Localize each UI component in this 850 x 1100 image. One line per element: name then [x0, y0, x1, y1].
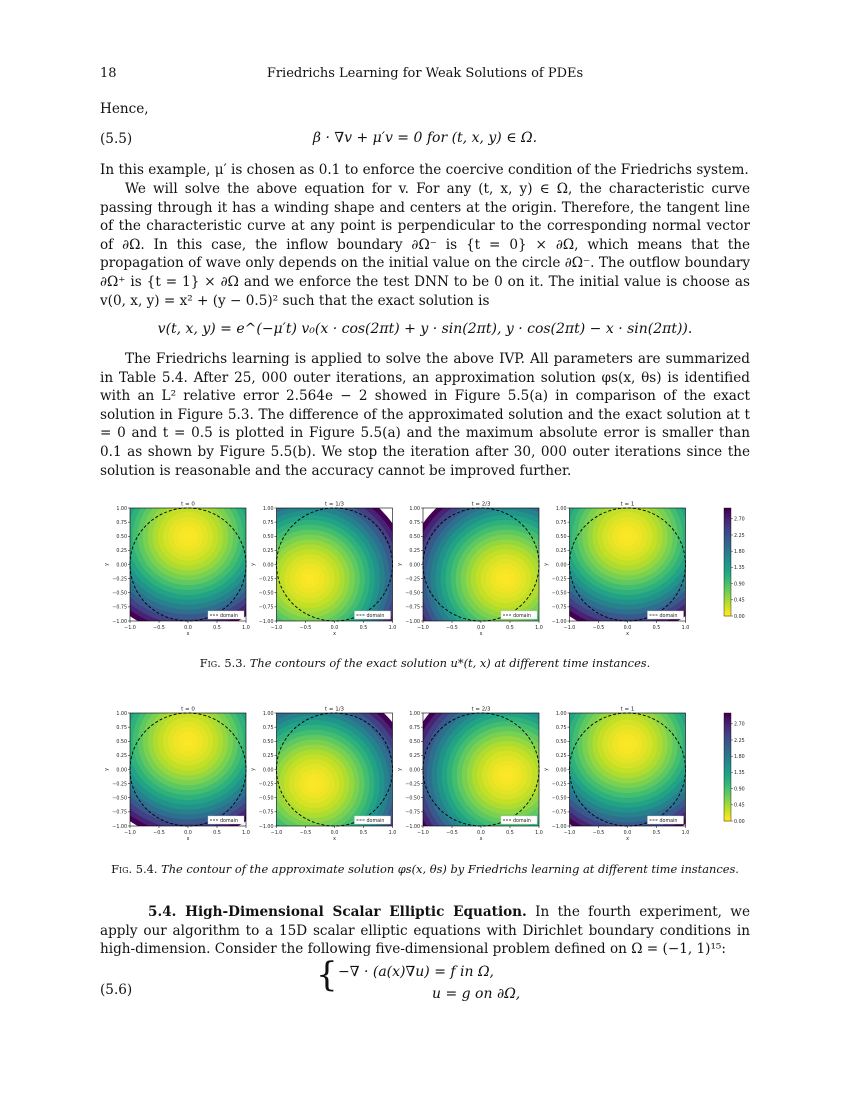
- y-tick-label: −0.25: [405, 577, 420, 583]
- legend: [355, 611, 391, 619]
- y-tick-label: −0.75: [112, 605, 127, 611]
- panel-title: t = 1/3: [324, 501, 345, 508]
- panel-title: t = 1/3: [324, 706, 345, 713]
- legend-label: domain: [659, 818, 678, 824]
- x-tick-label: −1.0: [417, 626, 429, 631]
- colorbar: [724, 508, 745, 620]
- y-tick-label: −0.25: [112, 782, 127, 788]
- y-tick-label: −1.00: [551, 824, 567, 830]
- colorbar-tick-label: 1.80: [734, 755, 745, 760]
- y-tick-label: 1.00: [409, 711, 420, 717]
- colorbar-tick-label: 1.35: [734, 771, 745, 777]
- y-tick-label: 0.50: [262, 740, 274, 746]
- y-tick-label: −1.00: [258, 619, 274, 625]
- y-tick-label: 0.75: [262, 725, 274, 731]
- contour-level: [502, 770, 512, 780]
- x-tick-label: 1.0: [535, 831, 543, 836]
- legend: [648, 816, 684, 824]
- legend: [208, 816, 244, 824]
- y-tick-label: 0.25: [262, 754, 274, 760]
- y-tick-label: 0.75: [116, 725, 127, 731]
- y-tick-label: 1.00: [555, 506, 567, 512]
- y-tick-label: −0.50: [112, 591, 127, 597]
- y-tick-label: 1.00: [262, 711, 274, 717]
- legend: [648, 611, 684, 619]
- y-tick-label: −0.50: [551, 591, 567, 597]
- y-tick-label: −0.75: [551, 810, 567, 816]
- x-tick-label: −1.0: [124, 626, 136, 631]
- contour-level: [622, 531, 632, 541]
- equation-5-6-brace: {: [316, 955, 338, 995]
- contour-field: [100, 702, 288, 839]
- y-tick-label: 0.25: [555, 549, 567, 555]
- x-axis-label: x: [479, 632, 483, 637]
- x-tick-label: 1.0: [681, 626, 690, 631]
- colorbar-tick-label: 1.35: [734, 566, 745, 572]
- equation-5-6-line-2: u = g on ∂Ω,: [432, 986, 521, 1002]
- y-tick-label: −0.50: [112, 796, 127, 802]
- y-tick-label: 0.00: [409, 768, 420, 774]
- y-tick-label: 0.25: [409, 549, 420, 555]
- y-tick-label: 0.00: [116, 768, 127, 774]
- contour-field: [100, 497, 288, 634]
- paragraph-friedrichs-results: The Friedrichs learning is applied to solve the above IVP. All parameters are summarized in Table 5.4. After 25, 000 outer iterations, an approximation solution φs(x, θs) is identified with an L² relative error 2.564e − 2 showed in Figure 5.5(a) in comparison of the exact solution in Figure 5.3. The difference of the approximated solution and the exact solution at t = 0 and t = 0.5 is plotted in Figure 5.5(a) and the maximum absolute error is smaller than 0.1 as shown by Figure 5.5(b). We stop the iteration after 30, 000 outer iterations since the solution is reasonable and the accuracy cannot be improved further.: [100, 351, 750, 479]
- y-tick-label: −0.50: [551, 796, 567, 802]
- figure-5-4-caption-text: The contour of the approximate solution φs(x, θs) by Friedrichs learning at different time instances.: [161, 862, 739, 876]
- y-tick-label: 0.75: [409, 725, 420, 731]
- y-tick-label: 0.50: [116, 535, 127, 541]
- figure-5-3-caption: [100, 656, 750, 670]
- figure-5-3-label: Fig. 5.3.: [199, 656, 247, 670]
- legend-label: domain: [220, 818, 238, 824]
- y-axis-label: y: [544, 768, 550, 771]
- x-tick-label: −0.5: [592, 831, 605, 836]
- figure-5-3: [100, 497, 750, 643]
- x-axis-label: x: [333, 837, 336, 842]
- y-tick-label: −0.75: [551, 605, 567, 611]
- x-axis-label: x: [186, 837, 190, 842]
- y-tick-label: 0.50: [262, 535, 274, 541]
- x-tick-label: 0.0: [623, 626, 632, 631]
- panel-title: t = 2/3: [471, 501, 491, 508]
- y-tick-label: 0.75: [555, 725, 567, 731]
- x-tick-label: 1.0: [242, 831, 250, 836]
- paragraph-mu-choice: In this example, μ′ is chosen as 0.1 to enforce the coercive condition of the Friedrichs system.: [100, 162, 749, 178]
- x-tick-label: 1.0: [681, 831, 690, 836]
- y-axis-label: y: [251, 768, 257, 771]
- y-tick-label: 0.25: [262, 549, 274, 555]
- legend-label: domain: [659, 613, 678, 619]
- equation-5-6-line-1: −∇ · (a(x)∇u) = f in Ω,: [338, 964, 495, 980]
- colorbar-tick-label: 2.70: [734, 722, 745, 728]
- section-5-4-text: In the fourth experiment, we apply our algorithm to a 15D scalar elliptic equations with Dirichlet boundary conditions in high-dimension. Consider the following five-dimensional problem defined on Ω = (−1, 1)¹⁵:: [100, 904, 750, 958]
- y-axis-label: y: [105, 563, 110, 566]
- legend: [501, 611, 537, 619]
- y-tick-label: 1.00: [116, 711, 127, 717]
- y-tick-label: 0.50: [555, 740, 567, 746]
- contour-panel-4: [527, 702, 728, 842]
- x-tick-label: −0.5: [446, 626, 458, 631]
- colorbar-tick-label: 2.25: [734, 738, 745, 744]
- x-tick-label: −1.0: [270, 831, 283, 836]
- equation-5-5: β · ∇v + μ′v = 0 for (t, x, y) ∈ Ω.: [312, 130, 538, 146]
- contour-panel-4: [527, 497, 728, 637]
- y-tick-label: 1.00: [409, 506, 420, 512]
- legend: [208, 611, 244, 619]
- x-tick-label: 1.0: [388, 626, 397, 631]
- x-tick-label: 0.5: [652, 831, 661, 836]
- y-tick-label: −0.25: [258, 577, 274, 583]
- contour-level: [622, 739, 632, 749]
- y-tick-label: 0.25: [116, 754, 127, 760]
- y-tick-label: 0.75: [409, 520, 420, 526]
- y-tick-label: −1.00: [551, 619, 567, 625]
- colorbar-tick-label: 0.90: [734, 582, 745, 588]
- colorbar-tick-label: 0.45: [734, 803, 745, 809]
- x-tick-label: −1.0: [563, 626, 576, 631]
- x-tick-label: 0.0: [623, 831, 632, 836]
- y-axis-label: y: [398, 563, 403, 566]
- y-tick-label: −0.50: [405, 796, 420, 802]
- x-tick-label: −1.0: [124, 831, 136, 836]
- panel-title: t = 2/3: [471, 706, 491, 713]
- figure-5-4-label: Fig. 5.4.: [111, 862, 158, 876]
- y-tick-label: 0.00: [262, 768, 274, 774]
- x-tick-label: 0.5: [213, 626, 221, 631]
- legend: [355, 816, 391, 824]
- legend-label: domain: [513, 613, 531, 619]
- x-tick-label: −1.0: [270, 626, 283, 631]
- y-tick-label: −0.75: [405, 810, 420, 816]
- x-tick-label: 0.5: [359, 626, 368, 631]
- y-tick-label: −0.75: [258, 810, 274, 816]
- y-tick-label: −0.50: [258, 796, 274, 802]
- legend-label: domain: [366, 818, 385, 824]
- colorbar-tick-label: 0.00: [734, 614, 745, 620]
- page-number: 18: [100, 66, 117, 81]
- contour-level: [309, 779, 319, 789]
- colorbar-tick-label: 2.70: [734, 517, 745, 523]
- x-tick-label: −0.5: [299, 831, 312, 836]
- figure-5-4-caption: [100, 862, 750, 876]
- y-tick-label: 0.25: [116, 549, 127, 555]
- contour-level: [305, 574, 315, 584]
- y-tick-label: −0.25: [551, 577, 567, 583]
- hence-text: Hence,: [100, 101, 149, 117]
- y-tick-label: −0.25: [112, 577, 127, 583]
- colorbar-tick-label: 2.25: [734, 533, 745, 539]
- paragraph-high-dimensional: [100, 903, 750, 959]
- x-tick-label: −0.5: [446, 831, 458, 836]
- y-tick-label: −1.00: [258, 824, 274, 830]
- colorbar-tick-label: 1.80: [734, 550, 745, 555]
- y-tick-label: 0.75: [116, 520, 127, 526]
- x-tick-label: 1.0: [242, 626, 250, 631]
- panel-title: t = 1: [620, 501, 635, 508]
- contour-level: [183, 531, 193, 541]
- x-tick-label: −0.5: [153, 626, 165, 631]
- contour-panel-1: [100, 702, 288, 842]
- x-tick-label: −1.0: [563, 831, 576, 836]
- x-tick-label: 1.0: [388, 831, 397, 836]
- y-tick-label: −0.50: [405, 591, 420, 597]
- colorbar-tick-label: 0.45: [734, 598, 745, 604]
- y-tick-label: 0.50: [409, 740, 420, 746]
- y-tick-label: 0.00: [262, 563, 274, 569]
- legend-label: domain: [366, 613, 385, 619]
- x-axis-label: x: [626, 632, 629, 637]
- x-axis-label: x: [479, 837, 483, 842]
- x-axis-label: x: [626, 837, 629, 842]
- y-axis-label: y: [544, 563, 550, 566]
- y-tick-label: −0.25: [405, 782, 420, 788]
- panel-title: t = 0: [181, 501, 195, 508]
- y-tick-label: −0.25: [551, 782, 567, 788]
- y-tick-label: −1.00: [405, 619, 420, 625]
- figure-5-4-plots: [100, 702, 750, 848]
- figure-5-3-caption-text: The contours of the exact solution u*(t, x) at different time instances.: [249, 656, 651, 670]
- x-tick-label: 0.0: [330, 626, 339, 631]
- figure-5-3-plots: [100, 497, 750, 643]
- contour-level: [501, 574, 511, 584]
- y-tick-label: 0.50: [555, 535, 567, 541]
- x-tick-label: 0.5: [213, 831, 221, 836]
- y-tick-label: 1.00: [116, 506, 127, 512]
- y-tick-label: 0.50: [116, 740, 127, 746]
- x-tick-label: −1.0: [417, 831, 429, 836]
- x-tick-label: 0.0: [184, 831, 192, 836]
- running-header: [100, 66, 750, 86]
- y-tick-label: −0.75: [112, 810, 127, 816]
- paragraph-characteristic: We will solve the above equation for v. For any (t, x, y) ∈ Ω, the characteristic curve passing through it has a winding shape and centers at the origin. Therefore, the tangent line of the characteristic curve at any point is perpendicular to the corresponding normal vector of ∂Ω. In this case, the inflow boundary ∂Ω⁻ is {t = 0} × ∂Ω, which means that the propagation of wave only depends on the initial value on the circle ∂Ω⁻. The outflow boundary ∂Ω⁺ is {t = 1} × ∂Ω and we enforce the test DNN to be 0 on it. The initial value is choose as v(0, x, y) = x² + (y − 0.5)² such that the exact solution is: [100, 181, 750, 309]
- y-tick-label: 0.00: [409, 563, 420, 569]
- x-tick-label: −0.5: [299, 626, 312, 631]
- x-tick-label: −0.5: [592, 626, 605, 631]
- y-tick-label: 0.00: [555, 768, 567, 774]
- equation-5-5-number: (5.5): [100, 131, 133, 147]
- y-tick-label: 0.75: [555, 520, 567, 526]
- x-tick-label: 0.0: [477, 626, 485, 631]
- y-tick-label: 0.00: [116, 563, 127, 569]
- y-tick-label: 0.25: [555, 754, 567, 760]
- equation-5-6-number: (5.6): [100, 982, 133, 998]
- y-tick-label: 1.00: [262, 506, 274, 512]
- y-tick-label: −1.00: [112, 619, 127, 625]
- x-tick-label: 0.5: [506, 831, 514, 836]
- y-tick-label: −0.50: [258, 591, 274, 597]
- x-tick-label: 0.5: [359, 831, 368, 836]
- y-tick-label: 0.50: [409, 535, 420, 541]
- colorbar-tick-label: 0.90: [734, 787, 745, 793]
- x-tick-label: 0.0: [477, 831, 485, 836]
- y-tick-label: −0.25: [258, 782, 274, 788]
- x-axis-label: x: [333, 632, 336, 637]
- x-tick-label: 0.0: [330, 831, 339, 836]
- figure-5-4: [100, 702, 750, 848]
- y-tick-label: −0.75: [258, 605, 274, 611]
- y-tick-label: −1.00: [112, 824, 127, 830]
- legend: [501, 816, 537, 824]
- panel-title: t = 1: [620, 706, 635, 713]
- x-tick-label: 0.5: [506, 626, 514, 631]
- y-tick-label: −0.75: [405, 605, 420, 611]
- colorbar-tick-label: 0.00: [734, 819, 745, 825]
- x-tick-label: 1.0: [535, 626, 543, 631]
- x-tick-label: 0.5: [652, 626, 661, 631]
- panel-title: t = 0: [181, 706, 195, 713]
- y-axis-label: y: [105, 768, 110, 771]
- section-5-4-heading: 5.4. High-Dimensional Scalar Elliptic Equation.: [148, 904, 527, 920]
- x-tick-label: −0.5: [153, 831, 165, 836]
- y-tick-label: −1.00: [405, 824, 420, 830]
- colorbar: [724, 713, 745, 825]
- y-tick-label: 0.25: [409, 754, 420, 760]
- contour-level: [183, 736, 193, 746]
- y-axis-label: y: [398, 768, 403, 771]
- y-tick-label: 1.00: [555, 711, 567, 717]
- equation-exact-solution: v(t, x, y) = e^(−μ′t) v₀(x · cos(2πt) + y · sin(2πt), y · cos(2πt) − x · sin(2πt)).: [157, 321, 693, 337]
- running-title: Friedrichs Learning for Weak Solutions of PDEs: [266, 66, 584, 81]
- legend-label: domain: [220, 613, 238, 619]
- y-tick-label: 0.75: [262, 520, 274, 526]
- y-axis-label: y: [251, 563, 257, 566]
- x-tick-label: 0.0: [184, 626, 192, 631]
- contour-panel-1: [100, 497, 288, 637]
- legend-label: domain: [513, 818, 531, 824]
- x-axis-label: x: [186, 632, 190, 637]
- y-tick-label: 0.00: [555, 563, 567, 569]
